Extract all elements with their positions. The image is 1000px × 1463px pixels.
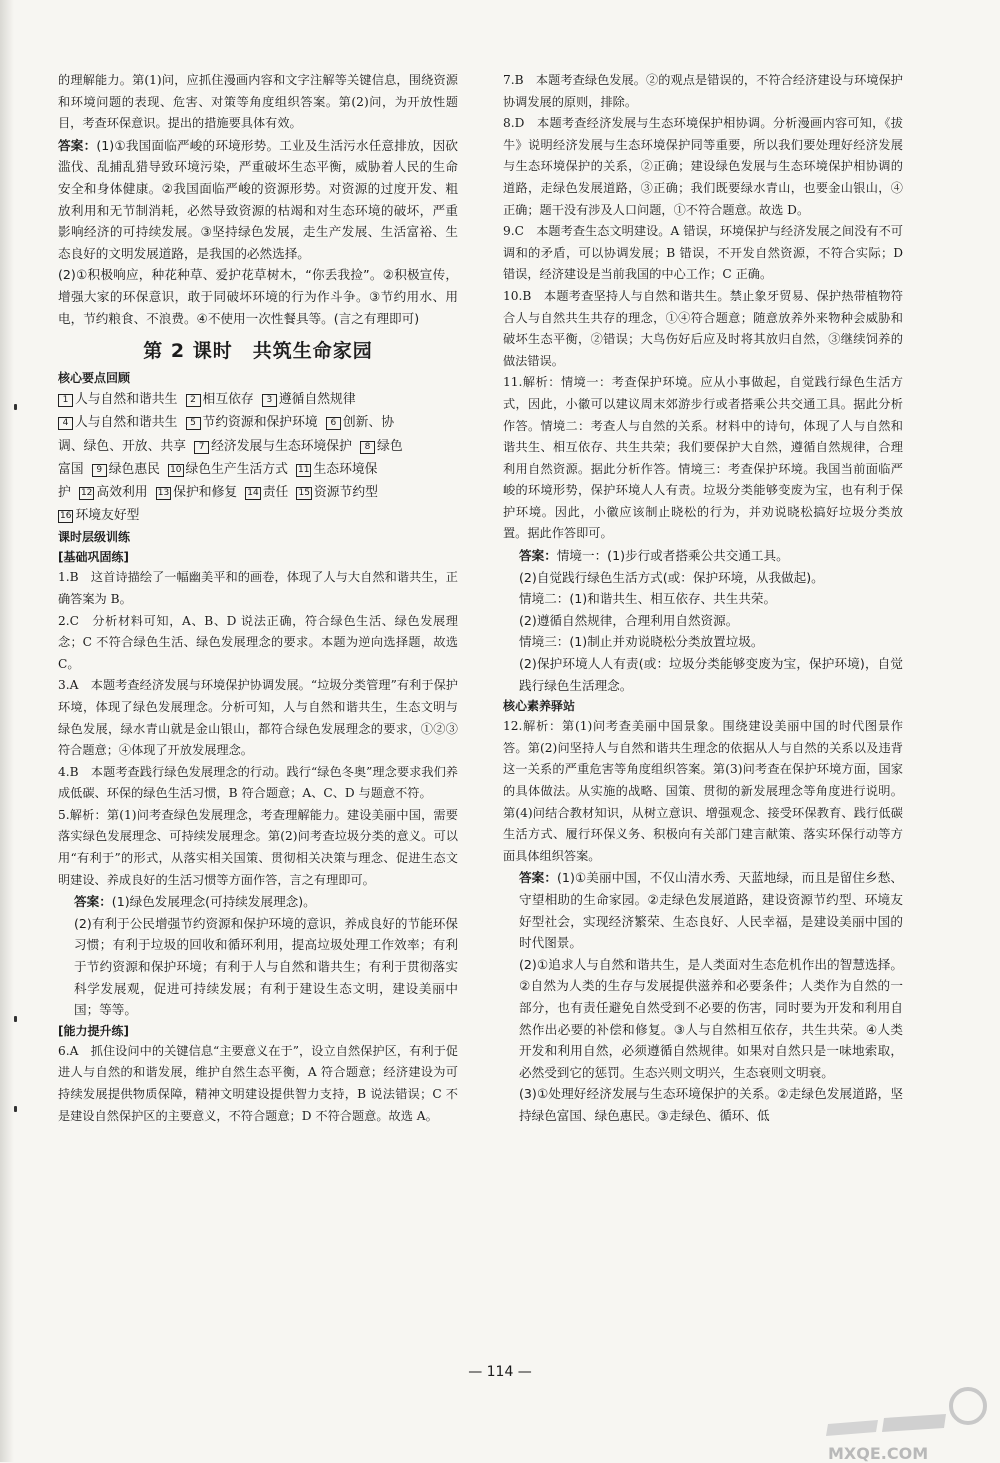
question-5-explanation: 5.解析：第(1)问考查绿色发展理念，考查理解能力。建设美丽中国，需要落实绿色发展理念、可持续发展理念。第(2)问考查垃圾分类的意义。可以用“有利于”的形式，从落实相关国策、贯彻相关决策与理念、促进生态文明建设、养成良好的生活习惯等方面作答，言之有理即可。 — [58, 807, 458, 887]
question-12-answer-1 — [503, 867, 903, 953]
basic-section-title: [基础巩固练] — [58, 550, 129, 565]
point-number: 15 — [298, 487, 310, 498]
lesson-title: 第 2 课时 共筑生命家园 — [143, 340, 373, 363]
question-4-explanation: 4.B 本题考查践行绿色发展理念的行动。践行“绿色冬奥”理念要求我们养成低碳、环保的绿色生活习惯，B 符合题意；A、C、D 与题意不符。 — [58, 764, 458, 801]
question-1-explanation: 1.B 这首诗描绘了一幅幽美平和的画卷，体现了人与大自然和谐共生，正确答案为 B。 — [58, 570, 458, 606]
point-text: 节约资源和保护环境 — [202, 415, 318, 431]
core-points-title: 核心要点回顾 — [58, 371, 131, 386]
point-number: 7 — [194, 441, 209, 454]
answer-label: 答案： — [74, 894, 112, 910]
key-points-row — [58, 388, 458, 411]
point-text: 遵循自然规律 — [278, 392, 356, 408]
core-literacy-title: 核心素养驿站 — [503, 699, 576, 714]
point-number: 2 — [186, 394, 201, 407]
question-12-answer-2: (2)①追求人与自然和谐共生，是人类面对生态危机作出的智慧选择。②自然为人类的生存与发展提供滋养和必要条件；人类作为自然的一部分，也有责任避免自然受到不必要的伤害，同时要为开发和利用自然作出必要的补偿和修复。③人与自然相互依存，共生共荣。④人类开发和利用自然，必须遵循自然规律。如果对自然只是一味地索取，必然受到它的惩罚。生态兴则文明兴，生态衰则文明衰。 — [519, 956, 903, 1080]
point-number: 13 — [157, 487, 170, 498]
question-11-answer-2: (2)自觉践行绿色生活方式(或：保护环境，从我做起)。 — [519, 569, 824, 585]
margin-mark — [14, 1106, 17, 1112]
point-number: 8 — [360, 441, 375, 454]
point-text: 环境友好型 — [75, 508, 140, 524]
answer-label: 答案： — [519, 870, 558, 886]
point-number: 14 — [247, 487, 259, 498]
question-9-explanation: 9.C 本题考查生态文明建设。A 错误，环境保护与经济发展之间没有不可调和的矛盾，可以协调发展；B 错误，不开发自然资源，不符合实际；D 错误，经济建设是当前我国的中心工作；C 正确。 — [503, 224, 903, 282]
point-text: 创新、协 — [342, 415, 395, 431]
point-number: 9 — [92, 464, 107, 477]
point-number: 3 — [262, 394, 277, 407]
answer-part-1: (1)①我国面临严峻的环境形势。工业及生活污水任意排放，因砍滥伐、乱捕乱猎导致环境污染，严重破坏生态平衡，威胁着人民的生命安全和身体健康。②我国面临严峻的资源形势。对资源的过度开发、粗放利用和无节制消耗，必然导致资源的枯竭和对生态环境的破坏，严重影响经济的可持续发展。③坚持绿色发展，走生产发展、生活富裕、生态良好的文明发展道路，是我国的必然选择。 — [58, 137, 459, 261]
point-number: 4 — [58, 417, 73, 430]
point-text: 绿色生产生活方式 — [185, 461, 288, 477]
point-text: 高效利用 — [96, 484, 148, 500]
point-text: 绿色惠民 — [108, 461, 160, 477]
question-11-explanation: 11.解析：情境一：考查保护环境。应从小事做起，自觉践行绿色生活方式，因此，小徽可以建议周末郊游步行或者搭乘公共交通工具。据此分析作答。情境二：考查人与自然的关系。材料中的诗句，体现了人与自然和谐共生、相互依存、共生共荣；我们要保护大自然，遵循自然规律，合理利用自然资源。据此分析作答。情境三：考查保护环境。我国当前面临严峻的环境形势，保护环境人人有责。垃圾分类能够变废为宝，也有利于保护环境。因此，小徽应该制止晓松的行为，并劝说晓松搞好垃圾分类放置。据此作答即可。 — [503, 375, 903, 541]
training-title: 课时层级训练 — [58, 530, 131, 545]
point-text: 相互依存 — [202, 392, 254, 408]
point-number: 16 — [60, 511, 72, 522]
point-number: 12 — [80, 487, 93, 498]
key-points-row — [58, 504, 458, 527]
point-text: 人与自然和谐共生 — [75, 392, 178, 408]
question-11-answer-3: 情境二：(1)和谐共生、相互依存、共生共荣。 — [519, 591, 777, 607]
key-points-row — [58, 435, 458, 458]
point-text: 护 — [58, 484, 71, 500]
key-points-row — [58, 411, 458, 434]
question-8-explanation: 8.D 本题考查经济发展与生态环境保护相协调。分析漫画内容可知，《拔牛》说明经济发展与生态环境保护同等重要，所以我们要处理好经济发展与生态环境保护的关系，②正确；建设绿色发展与生态环境保护相协调的道路，走绿色发展道路，③正确；我们既要绿水青山，也要金山银山，④正确；题干没有涉及人口问题，①不符合题意。故选 D。 — [503, 116, 903, 217]
question-2-explanation: 2.C 分析材料可知，A、B、D 说法正确，符合绿色生活、绿色发展理念；C 不符合绿色生活、绿色发展理念的要求。本题为逆向选择题，故选 C。 — [58, 613, 458, 671]
answer-text: (1)①美丽中国，不仅山清水秀、天蓝地绿，而且是留住乡愁、守望相助的生命家园。②走绿色发展道路，建设资源节约型、环境友好型社会，实现经济繁荣、生态良好、人民幸福，是建设美丽中国的时代图景。 — [519, 870, 903, 951]
key-points-list — [58, 388, 458, 527]
page-edge-shadow — [0, 0, 14, 1462]
question-6-explanation: 6.A 抓住设问中的关键信息“主要意义在于”，设立自然保护区，有利于促进人与自然的和谐发展，维护自然生态平衡，A 符合题意；经济建设为可持续发展提供物质保障，精神文明建设提供智力支持，B 说法错误；C 不是建设自然保护区的主要意义，不符合题意；D 不符合题意。故选 A。 — [58, 1043, 458, 1123]
point-text: 调、绿色、开放、共享 — [58, 438, 186, 454]
point-text: 经济发展与生态环境保护 — [211, 438, 352, 454]
point-text: 人与自然和谐共生 — [75, 415, 178, 431]
right-column — [503, 70, 903, 1127]
question-5-answer-2: (2)有利于公民增强节约资源和保护环境的意识，养成良好的节能环保习惯；有利于垃圾的回收和循环利用，提高垃圾处理工作效率；有利于节约资源和保护环境；有利于人与自然和谐共生；有利于贯彻落实科学发展观，促进可持续发展；有利于建设生态文明，建设美丽中国；等等。 — [74, 915, 458, 1018]
point-text: 生态环境保 — [313, 461, 378, 477]
point-number: 6 — [326, 417, 341, 430]
answer-text: 情境一：(1)步行或者搭乘公共交通工具。 — [556, 548, 789, 564]
question-12-answer-3: (3)①处理好经济发展与生态环境保护的关系。②走绿色发展道路，坚持绿色富国、绿色惠民。③走绿色、循环、低 — [519, 1086, 903, 1123]
point-text: 资源节约型 — [313, 484, 378, 500]
question-3-explanation: 3.A 本题考查经济发展与环境保护协调发展。“垃圾分类管理”有利于保护环境，体现了绿色发展理念。分析可知，人与自然和谐共生，生态文明与绿色发展，绿水青山就是金山银山，都符合绿色发展理念的要求，①②③符合题意；④体现了开放发展理念。 — [58, 678, 458, 758]
intro-text: 的理解能力。第(1)问，应抓住漫画内容和文字注解等关键信息，围绕资源和环境问题的表现、危害、对策等角度组织答案。第(2)问，为开放性题目，考查环保意识。提出的措施要具体有效。 — [58, 73, 458, 131]
answer-part-2: (2)①积极响应，种花种草、爱护花草树木，“你丢我捡”。②积极宣传，增强大家的环保意识，敢于同破坏环境的行为作斗争。③节约用水、用电，节约粮食、不浪费。④不使用一次性餐具等。(言之有理即可) — [58, 267, 458, 326]
margin-mark — [14, 404, 17, 410]
watermark-text: MXQE.COM — [828, 1444, 929, 1463]
point-number: 10 — [170, 464, 182, 475]
answer-text: (1)绿色发展理念(可持续发展理念)。 — [111, 894, 316, 910]
question-7-explanation: 7.B 本题考查绿色发展。②的观点是错误的，不符合经济建设与环境保护协调发展的原则，排除。 — [503, 73, 903, 109]
page-number: — 114 — — [468, 1364, 532, 1380]
point-number: 1 — [58, 394, 73, 407]
ability-section-title: [能力提升练] — [58, 1023, 129, 1038]
question-12-explanation: 12.解析：第(1)问考查美丽中国景象。围绕建设美丽中国的时代图景作答。第(2)问坚持人与自然和谐共生理念的依据从人与自然的关系以及违背这一关系的严重危害等角度组织答案。第(3)问考查在保护环境方面，国家的具体做法。从实施的战略、国策、贯彻的新发展理念等角度进行说明。第(4)问结合教材知识，从树立意识、增强观念、接受环保教育、践行低碳生活方式、履行环保义务、积极向有关部门建言献策、落实环保行动等方面具体组织答案。 — [503, 719, 903, 863]
question-11-answer-1 — [503, 545, 903, 567]
question-11-answer-4: (2)遵循自然规律，合理利用自然资源。 — [519, 612, 739, 628]
margin-mark — [14, 1016, 17, 1022]
point-text: 绿色 — [377, 438, 403, 454]
question-5-answer-1 — [58, 891, 458, 913]
point-text: 富国 — [58, 461, 84, 477]
question-11-answer-6: (2)保护环境人人有责(或：垃圾分类能够变废为宝，保护环境)，自觉践行绿色生活理念。 — [519, 656, 903, 693]
key-points-row — [58, 458, 458, 481]
point-number: 5 — [186, 417, 201, 430]
point-text: 保护和修复 — [173, 484, 238, 500]
question-11-answer-5: 情境三：(1)制止并劝说晓松分类放置垃圾。 — [519, 634, 764, 650]
point-number: 11 — [298, 464, 310, 475]
key-points-row — [58, 481, 458, 504]
left-column — [58, 70, 458, 1127]
answer-label: 答案： — [519, 548, 557, 564]
answer-block — [58, 135, 458, 265]
question-10-explanation: 10.B 本题考查坚持人与自然和谐共生。禁止象牙贸易、保护热带植物符合人与自然共生共存的理念，①④符合题意；随意放养外来物种会威胁和破坏生态平衡，②错误；大鸟伤好后应及时将其放归自然，③继续饲养的做法错误。 — [503, 288, 903, 368]
answer-label: 答案： — [58, 137, 97, 153]
point-text: 责任 — [262, 484, 289, 500]
